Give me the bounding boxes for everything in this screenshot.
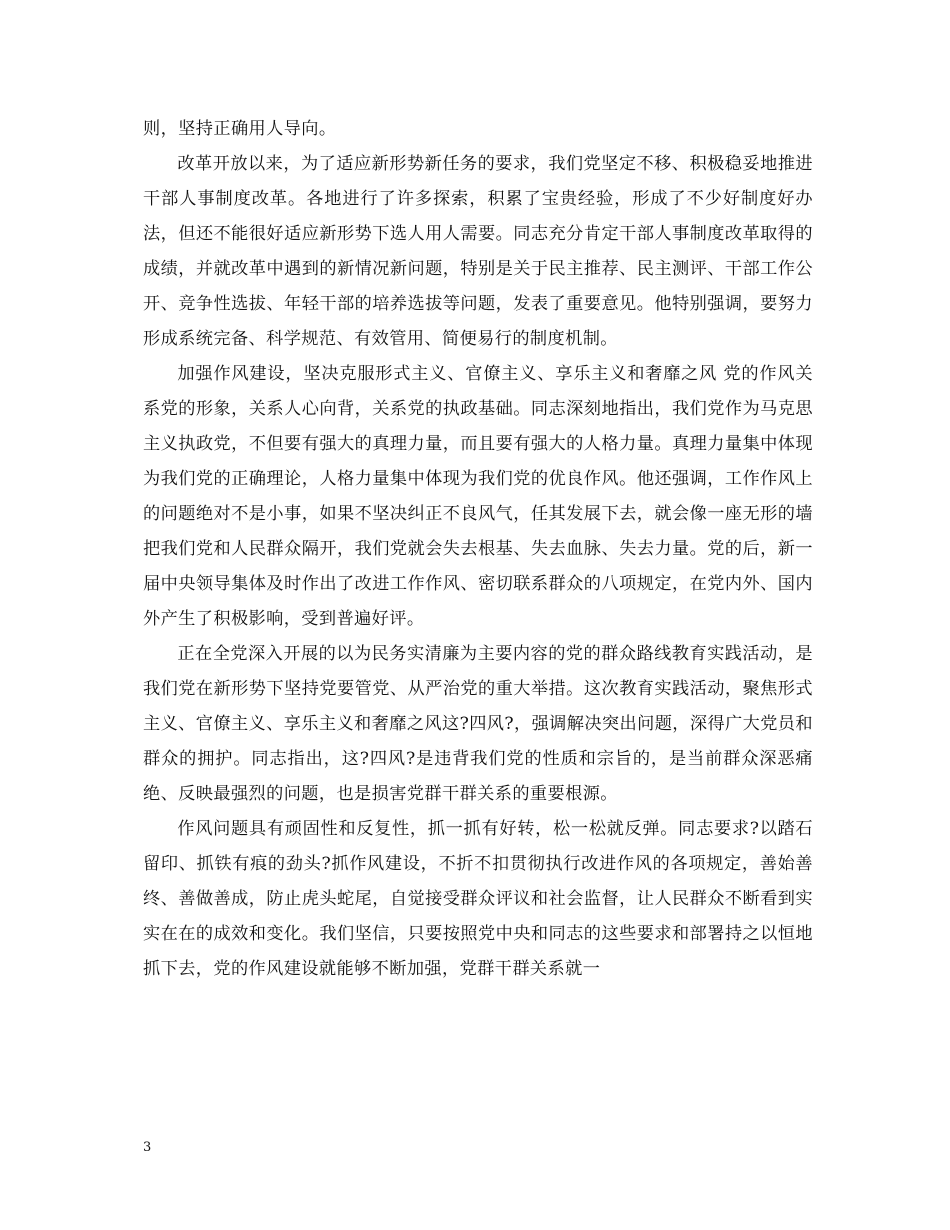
paragraph-mass-line-campaign: 正在全党深入开展的以为民务实清廉为主要内容的党的群众路线教育实践活动，是我们党在新形势下坚持党要管党、从严治党的重大举措。这次教育实践活动，聚焦形式主义、官僚主义、享乐主义和奢靡之风这?四风?，强调解决突出问题，深得广大党员和群众的拥护。同志指出，这?四风?是违背我们党的性质和宗旨的，是当前群众深恶痛绝、反映最强烈的问题，也是损害党群干群关系的重要根源。 (143, 644, 813, 804)
paragraph-cadre-reform: 改革开放以来，为了适应新形势新任务的要求，我们党坚定不移、积极稳妥地推进干部人事制度改革。各地进行了许多探索，积累了宝贵经验，形成了不少好制度好办法，但还不能很好适应新形势下选人用人需要。同志充分肯定干部人事制度改革取得的成绩，并就改革中遇到的新情况新问题，特别是关于民主推荐、民主测评、干部工作公开、竞争性选拔、年轻干部的培养选拔等问题，发表了重要意见。他特别强调，要努力形成系统完备、科学规范、有效管用、简便易行的制度机制。 (143, 154, 813, 349)
body-text (143, 112, 813, 987)
paragraph-work-style: 加强作风建设，坚决克服形式主义、官僚主义、享乐主义和奢靡之风 党的作风关系党的形象，关系人心向背，关系党的执政基础。同志深刻地指出，我们党作为马克思主义执政党，不但要有强大的真理力量，而且要有强大的人格力量。真理力量集中体现为我们党的正确理论，人格力量集中体现为我们党的优良作风。他还强调，工作作风上的问题绝对不是小事，如果不坚决纠正不良风气，任其发展下去，就会像一座无形的墙把我们党和人民群众隔开，我们党就会失去根基、失去血脉、失去力量。党的后，新一届中央领导集体及时作出了改进工作作风、密切联系群众的八项规定，在党内外、国内外产生了积极影响，受到普遍好评。 (143, 364, 813, 629)
page-number: 3 (143, 1140, 152, 1155)
paragraph-persistence: 作风问题具有顽固性和反复性，抓一抓有好转，松一松就反弹。同志要求?以踏石留印、抓铁有痕的劲头?抓作风建设，不折不扣贯彻执行改进作风的各项规定，善始善终、善做善成，防止虎头蛇尾，自觉接受群众评议和社会监督，让人民群众不断看到实实在在的成效和变化。我们坚信，只要按照党中央和同志的这些要求和部署持之以恒地抓下去，党的作风建设就能够不断加强，党群干群关系就一 (143, 819, 813, 979)
paragraph-continuation: 则，坚持正确用人导向。 (143, 119, 337, 139)
